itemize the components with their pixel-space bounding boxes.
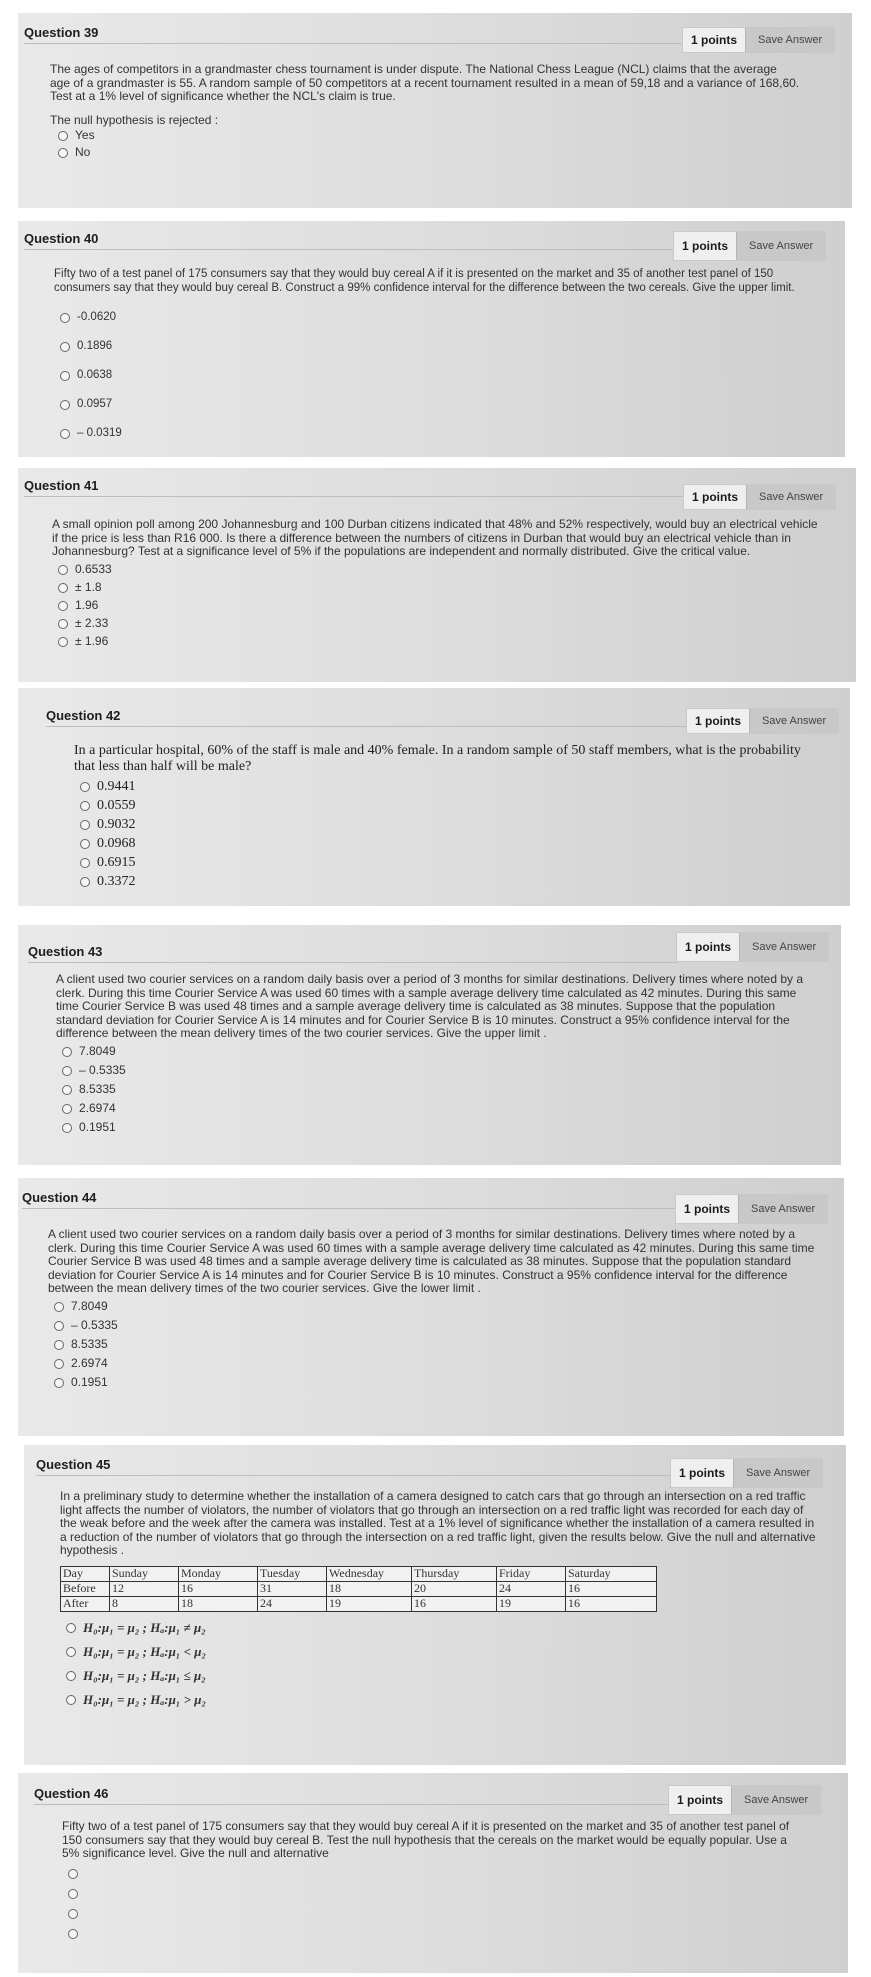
- option-label: 0.1896: [77, 339, 113, 352]
- question-title: Question 39: [24, 25, 99, 40]
- question-41-panel: [18, 468, 856, 682]
- divider: [46, 726, 686, 727]
- question-body: [60, 1490, 820, 1712]
- option-3[interactable]: [62, 1081, 816, 1100]
- question-44-panel: [18, 1178, 844, 1436]
- radio-button[interactable]: [58, 619, 68, 629]
- radio-button[interactable]: [68, 1929, 78, 1939]
- option-no[interactable]: [58, 144, 800, 161]
- option-3[interactable]: [66, 1664, 820, 1688]
- options-list: [68, 1864, 802, 1944]
- option-5[interactable]: [60, 419, 824, 448]
- save-answer-button[interactable]: Save Answer: [733, 1459, 822, 1487]
- option-yes[interactable]: [58, 127, 800, 144]
- radio-button[interactable]: [54, 1302, 64, 1312]
- divider: [22, 1208, 677, 1209]
- radio-button[interactable]: [62, 1066, 72, 1076]
- radio-button[interactable]: [66, 1647, 76, 1657]
- option-6[interactable]: [80, 872, 814, 891]
- option-1[interactable]: [68, 1864, 802, 1884]
- radio-button[interactable]: [80, 877, 90, 887]
- points-box: [673, 231, 826, 261]
- table-cell: 19: [497, 1596, 566, 1611]
- option-4[interactable]: [58, 615, 822, 633]
- radio-button[interactable]: [62, 1085, 72, 1095]
- radio-button[interactable]: [80, 801, 90, 811]
- question-text: Fifty two of a test panel of 175 consumers say that they would buy cereal A if it is presented on the market and 35 of another test panel of 150 consumers say that they would buy cereal B. Construct a 99% confidence interval for the difference between the two cereals. Give the upper limit.: [54, 268, 795, 294]
- table-cell: 20: [412, 1581, 497, 1596]
- save-answer-button[interactable]: Save Answer: [736, 232, 825, 260]
- option-label: 0.6533: [75, 561, 112, 576]
- radio-button[interactable]: [58, 583, 68, 593]
- option-4[interactable]: [54, 1355, 818, 1374]
- points-label: 1 points: [682, 239, 729, 253]
- option-label: 8.5335: [71, 1337, 108, 1352]
- question-text: A client used two courier services on a random daily basis over a period of 3 months for similar destinations. Delivery times where noted by a clerk. During this time Courier Service A was used 60 times with a sample average delivery time calculated as 42 minutes. During this same time Courier Service B was used 48 times and a sample average delivery time is calculated as 38 minutes. Suppose that the population standard deviation for Courier Service A is 14 minutes and for Courier Service B is 10 minutes. Construct a 95% confidence interval for the difference between the mean delivery times of the two courier services. Give the lower limit .: [48, 1227, 815, 1295]
- radio-button[interactable]: [80, 858, 90, 868]
- option-label: 0.6915: [97, 854, 136, 870]
- radio-button[interactable]: [58, 601, 68, 611]
- table-cell: After: [61, 1596, 110, 1611]
- question-body: [48, 1228, 818, 1393]
- save-answer-button[interactable]: Save Answer: [739, 933, 828, 961]
- option-label: 0.0638: [77, 368, 113, 381]
- question-body: [54, 268, 824, 448]
- table-cell: 18: [179, 1596, 258, 1611]
- points-box: [670, 1458, 823, 1488]
- option-label: 2.6974: [79, 1101, 116, 1116]
- option-label: 0.9441: [97, 778, 136, 794]
- option-2[interactable]: [62, 1062, 816, 1081]
- radio-button[interactable]: [62, 1123, 72, 1133]
- question-45-panel: [24, 1445, 846, 1765]
- radio-button[interactable]: [60, 371, 70, 381]
- save-answer-button[interactable]: Save Answer: [749, 709, 838, 733]
- option-2[interactable]: [68, 1884, 802, 1904]
- option-1[interactable]: [80, 777, 814, 796]
- option-label: 0.1951: [71, 1375, 108, 1390]
- option-1[interactable]: [54, 1298, 818, 1317]
- table-cell: 24: [258, 1596, 327, 1611]
- option-4[interactable]: [60, 390, 824, 419]
- points-label: 1 points: [685, 940, 732, 954]
- option-label: ± 1.8: [75, 579, 102, 594]
- points-label: 1 points: [692, 490, 739, 504]
- radio-button[interactable]: [66, 1623, 76, 1633]
- radio-button[interactable]: [62, 1047, 72, 1057]
- option-label: H₀:μ₁ = μ₂ ; Hₐ:μ₁ ≤ μ₂: [83, 1667, 206, 1683]
- option-label: 0.0957: [77, 397, 113, 410]
- radio-button[interactable]: [66, 1671, 76, 1681]
- question-title: Question 45: [36, 1457, 111, 1472]
- option-5[interactable]: [62, 1119, 816, 1138]
- question-body: [52, 518, 822, 651]
- question-body: [62, 1820, 802, 1944]
- table-cell: 31: [258, 1581, 327, 1596]
- table-row-after: [61, 1596, 657, 1611]
- radio-button[interactable]: [54, 1378, 64, 1388]
- points-box: [686, 708, 839, 734]
- option-4[interactable]: [62, 1100, 816, 1119]
- question-body: [50, 63, 800, 161]
- option-label: Yes: [75, 127, 95, 142]
- option-label: H₀:μ₁ = μ₂ ; Hₐ:μ₁ > μ₂: [83, 1691, 206, 1707]
- table-cell: Thursday: [412, 1566, 497, 1581]
- table-cell: 12: [110, 1581, 179, 1596]
- option-2[interactable]: [54, 1317, 818, 1336]
- points-box: [682, 27, 835, 53]
- options-list: [58, 561, 822, 651]
- option-label: -0.0620: [77, 310, 117, 323]
- divider: [24, 496, 684, 497]
- option-3[interactable]: [60, 361, 824, 390]
- points-label: 1 points: [677, 1793, 724, 1807]
- radio-button[interactable]: [58, 131, 68, 141]
- option-1[interactable]: [66, 1616, 820, 1640]
- radio-button[interactable]: [62, 1104, 72, 1114]
- option-label: H₀:μ₁ = μ₂ ; Hₐ:μ₁ < μ₂: [83, 1643, 206, 1659]
- options-list: [66, 1616, 820, 1712]
- save-answer-button[interactable]: Save Answer: [738, 1195, 827, 1223]
- table-cell: Monday: [179, 1566, 258, 1581]
- option-1[interactable]: [62, 1043, 816, 1062]
- options-list: [58, 127, 800, 161]
- option-label: – 0.0319: [77, 426, 122, 439]
- radio-button[interactable]: [60, 400, 70, 410]
- divider: [24, 249, 674, 250]
- question-prompt: The null hypothesis is rejected :: [50, 112, 219, 127]
- question-text: A client used two courier services on a random daily basis over a period of 3 months for similar destinations. Delivery times where noted by a clerk. During this time Courier Service A was used 60 times with a sample average delivery time calculated as 42 minutes. During this same time Courier Service B was used 48 times and a sample average delivery time is calculated as 38 minutes. Suppose that the population standard deviation for Courier Service A is 14 minutes and for Courier Service B is 10 minutes. Construct a 95% confidence interval for the difference between the mean delivery times of the two courier services. Give the upper limit .: [56, 972, 804, 1040]
- question-title: Question 40: [24, 231, 99, 246]
- option-3[interactable]: [68, 1904, 802, 1924]
- option-3[interactable]: [80, 815, 814, 834]
- options-list: [80, 777, 814, 891]
- divider: [34, 1804, 674, 1805]
- radio-button[interactable]: [60, 429, 70, 439]
- radio-button[interactable]: [68, 1889, 78, 1899]
- option-1[interactable]: [60, 303, 824, 332]
- table-cell: 16: [412, 1596, 497, 1611]
- question-text: The ages of competitors in a grandmaster chess tournament is under dispute. The National Chess League (NCL) claims that the average age of a grandmaster is 55. A random sample of 50 competitors at a recent tournament resulted in a mean of 59,18 and a variance of 168,60. Test at a 1% level of significance whether the NCL's claim is true.: [50, 62, 800, 103]
- radio-button[interactable]: [54, 1321, 64, 1331]
- divider: [36, 1475, 686, 1476]
- table-cell: Saturday: [566, 1566, 657, 1581]
- points-box: [668, 1785, 821, 1815]
- question-text: Fifty two of a test panel of 175 consumers say that they would buy cereal A if it is presented on the market and 35 of another test panel of 150 consumers say that they would buy cereal B. Test the null hypothesis that the cereals on the market would be equally popular. Use a 5% significance level. Give the null and alternative: [62, 1819, 790, 1860]
- radio-button[interactable]: [80, 782, 90, 792]
- table-cell: 18: [327, 1581, 412, 1596]
- radio-button[interactable]: [66, 1695, 76, 1705]
- question-text: In a preliminary study to determine whether the installation of a camera designed to catch cars that go through an intersection on a red traffic light affects the number of violators, the number of violators that go through an intersection on a red traffic light was recorded for each day of the weak before and the week after the camera was installed. Test at a 1% level of significance whether the installation of a camera resulted in a reduction of the number of violators that go through the intersection on a red traffic light, given the results below. Give the null and alternative hypothesis .: [60, 1489, 816, 1557]
- option-label: ± 1.96: [75, 633, 109, 648]
- points-box: [683, 484, 836, 510]
- option-4[interactable]: [66, 1688, 820, 1712]
- option-label: ± 2.33: [75, 615, 109, 630]
- question-title: Question 44: [22, 1190, 97, 1205]
- option-label: 0.0968: [97, 835, 136, 851]
- question-title: Question 41: [24, 478, 99, 493]
- radio-button[interactable]: [80, 839, 90, 849]
- save-answer-button[interactable]: Save Answer: [746, 485, 835, 509]
- radio-button[interactable]: [60, 313, 70, 323]
- table-cell: Before: [61, 1581, 110, 1596]
- table-row-header: [61, 1566, 657, 1581]
- table-cell: 8: [110, 1596, 179, 1611]
- option-5[interactable]: [54, 1374, 818, 1393]
- violators-table: [60, 1566, 657, 1612]
- points-box: [675, 1194, 828, 1224]
- table-cell: Day: [61, 1566, 110, 1581]
- option-label: – 0.5335: [79, 1063, 126, 1078]
- option-1[interactable]: [58, 561, 822, 579]
- table-cell: 16: [179, 1581, 258, 1596]
- radio-button[interactable]: [68, 1869, 78, 1879]
- points-label: 1 points: [691, 33, 738, 47]
- option-label: 0.0559: [97, 797, 136, 813]
- option-2[interactable]: [58, 579, 822, 597]
- table-cell: Friday: [497, 1566, 566, 1581]
- option-label: 7.8049: [71, 1299, 108, 1314]
- question-text: A small opinion poll among 200 Johannesburg and 100 Durban citizens indicated that 48% and 52% respectively, would buy an electrical vehicle if the price is less than R16 000. Is there a difference between the numbers of citizens in Durban that would buy an electrical vehicle than in Johannesburg? Test at a significance level of 5% if the populations are independent and normally distributed. Give the critical value.: [52, 517, 818, 558]
- table-cell: Sunday: [110, 1566, 179, 1581]
- option-label: 1.96: [75, 597, 99, 612]
- option-label: 8.5335: [79, 1082, 116, 1097]
- points-label: 1 points: [684, 1202, 731, 1216]
- radio-button[interactable]: [54, 1340, 64, 1350]
- options-list: [60, 303, 824, 448]
- option-3[interactable]: [58, 597, 822, 615]
- options-list: [54, 1298, 818, 1393]
- table-cell: Wednesday: [327, 1566, 412, 1581]
- options-list: [62, 1043, 816, 1138]
- points-label: 1 points: [679, 1466, 726, 1480]
- radio-button[interactable]: [58, 148, 68, 158]
- option-2[interactable]: [66, 1640, 820, 1664]
- option-label: 7.8049: [79, 1044, 116, 1059]
- table-cell: 16: [566, 1596, 657, 1611]
- question-title: Question 43: [28, 944, 103, 959]
- radio-button[interactable]: [60, 342, 70, 352]
- radio-button[interactable]: [58, 565, 68, 575]
- question-title: Question 46: [34, 1786, 109, 1801]
- option-2[interactable]: [60, 332, 824, 361]
- option-4[interactable]: [68, 1924, 802, 1944]
- save-answer-button[interactable]: Save Answer: [745, 28, 834, 52]
- question-39-panel: [18, 13, 852, 208]
- table-cell: 24: [497, 1581, 566, 1596]
- question-43-panel: [18, 925, 841, 1165]
- table-row-before: [61, 1581, 657, 1596]
- question-text: In a particular hospital, 60% of the staff is male and 40% female. In a random sample of 50 staff members, what is the probability that less than half will be male?: [74, 743, 801, 774]
- table-cell: Tuesday: [258, 1566, 327, 1581]
- option-5[interactable]: [80, 853, 814, 872]
- option-label: – 0.5335: [71, 1318, 118, 1333]
- radio-button[interactable]: [58, 637, 68, 647]
- question-40-panel: [18, 221, 845, 457]
- option-label: 0.3372: [97, 873, 136, 889]
- option-5[interactable]: [58, 633, 822, 651]
- radio-button[interactable]: [68, 1909, 78, 1919]
- divider: [28, 962, 678, 963]
- option-2[interactable]: [80, 796, 814, 815]
- question-body: [56, 973, 816, 1138]
- option-label: No: [75, 144, 91, 159]
- divider: [24, 43, 684, 44]
- option-4[interactable]: [80, 834, 814, 853]
- save-answer-button[interactable]: Save Answer: [731, 1786, 820, 1814]
- question-42-panel: [18, 688, 850, 906]
- points-box: [676, 932, 829, 962]
- points-label: 1 points: [695, 714, 742, 728]
- table-cell: 16: [566, 1581, 657, 1596]
- option-label: 2.6974: [71, 1356, 108, 1371]
- table-cell: 19: [327, 1596, 412, 1611]
- radio-button[interactable]: [54, 1359, 64, 1369]
- option-label: 0.1951: [79, 1120, 116, 1135]
- question-46-panel: [18, 1773, 848, 1973]
- question-title: Question 42: [46, 708, 121, 723]
- option-label: 0.9032: [97, 816, 136, 832]
- option-label: H₀:μ₁ = μ₂ ; Hₐ:μ₁ ≠ μ₂: [83, 1619, 206, 1635]
- question-body: [74, 743, 814, 891]
- radio-button[interactable]: [80, 820, 90, 830]
- option-3[interactable]: [54, 1336, 818, 1355]
